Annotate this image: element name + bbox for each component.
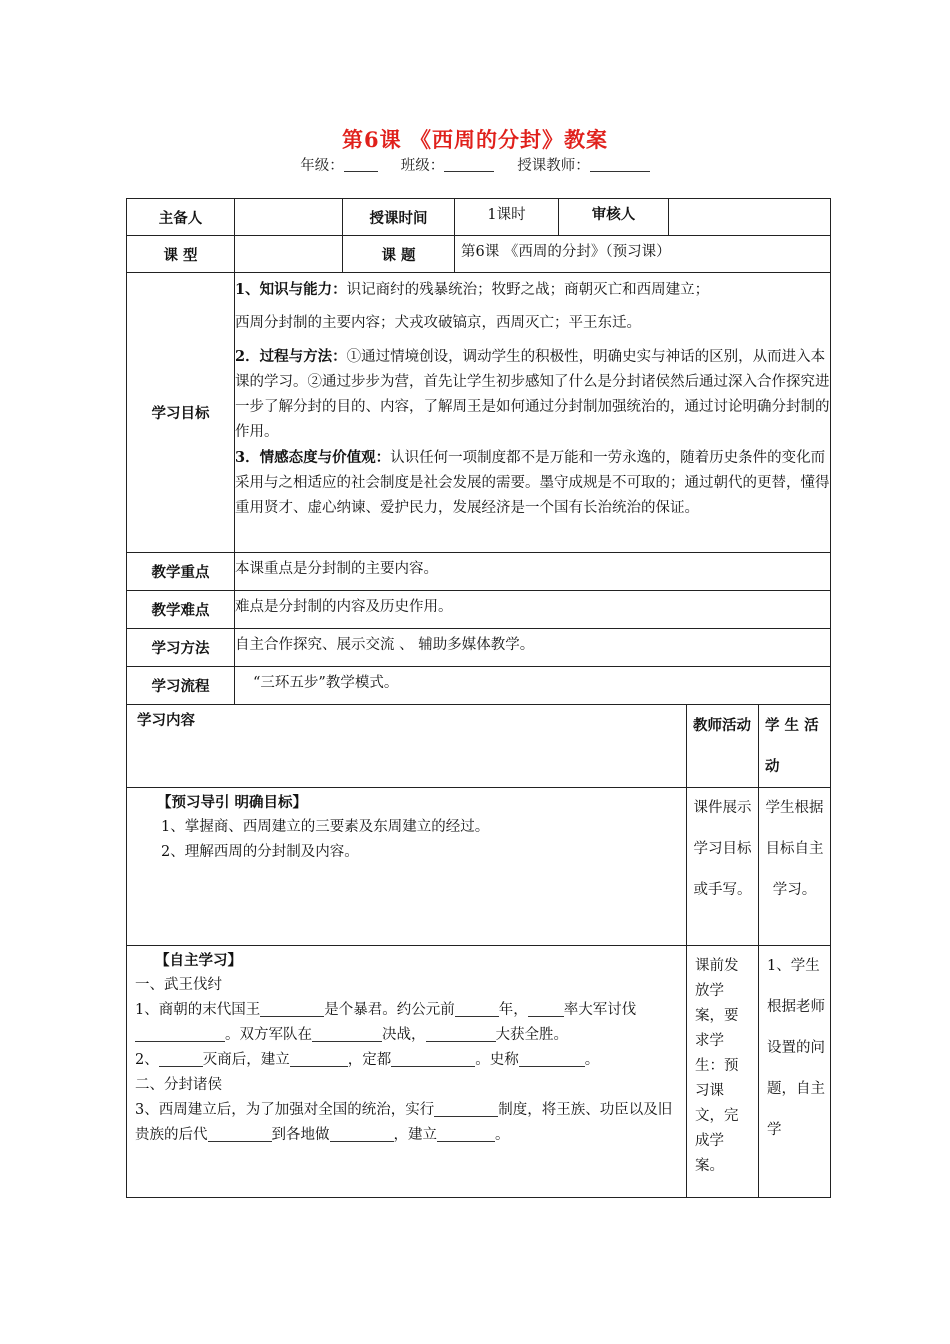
difficulty-row bbox=[127, 591, 831, 629]
q1-blank-winner[interactable] bbox=[426, 1025, 496, 1042]
objective-values: 3．情感态度与价值观：认识任何一项制度都不是万能和一劳永逸的，随着历史条件的变化而采用与之相适应的社会制度是社会发展的需要。墨守成规是不可取的；通过朝代的更替，懂得重用贤才、虚心纳谏、爱护民力，发展经济是一个国有长治统治的保证。 bbox=[235, 449, 830, 516]
document-title: 第6课 《西周的分封》教案 bbox=[342, 127, 608, 152]
content-label: 学习内容 bbox=[127, 705, 687, 788]
section-2-title: 二、分封诸侯 bbox=[135, 1077, 222, 1093]
section-1-title: 一、武王伐纣 bbox=[135, 977, 222, 993]
method-label: 学习方法 bbox=[127, 629, 235, 667]
document-subtitle bbox=[0, 154, 950, 175]
q3-blank-state[interactable] bbox=[437, 1125, 495, 1142]
self-study-content bbox=[127, 946, 687, 1198]
type-value[interactable] bbox=[235, 236, 343, 273]
student-activity-header: 学 生 活 动 bbox=[759, 705, 831, 788]
preview-teacher-activity: 课件展示学习目标或手写。 bbox=[687, 788, 759, 946]
difficulty-text: 难点是分封制的内容及历史作用。 bbox=[235, 591, 831, 629]
q1-blank-king[interactable] bbox=[260, 1000, 324, 1017]
class-label: 班级： bbox=[400, 158, 445, 174]
objective-knowledge: 1、知识与能力：识记商纣的残暴统治；牧野之战；商朝灭亡和西周建立； bbox=[235, 281, 710, 298]
preparer-value[interactable] bbox=[235, 199, 343, 236]
q2-blank-capital[interactable] bbox=[391, 1050, 475, 1067]
objectives-row bbox=[127, 273, 831, 553]
teacher-blank[interactable] bbox=[590, 157, 650, 172]
method-text: 自主合作探究、展示交流 、 辅助多媒体教学。 bbox=[235, 629, 831, 667]
question-1: 1、商朝的末代国王 是个暴君。约公元前 年， 率大军讨伐。双方军队在 决战， 大获全胜。 bbox=[135, 1002, 637, 1043]
question-3: 3、西周建立后，为了加强对全国的统治，实行 制度，将王族、功臣以及旧贵族的后代 到各地做 ，建立 。 bbox=[135, 1102, 673, 1143]
q1-blank-year[interactable] bbox=[455, 1000, 499, 1017]
objectives-label: 学习目标 bbox=[127, 273, 235, 553]
self-study-student-activity: 1、学生根据老师设置的问题，自主学 bbox=[759, 946, 831, 1198]
q1-blank-target[interactable] bbox=[135, 1025, 225, 1042]
process-row bbox=[127, 667, 831, 705]
class-blank[interactable] bbox=[444, 157, 494, 172]
method-row bbox=[127, 629, 831, 667]
key-point-label: 教学重点 bbox=[127, 553, 235, 591]
self-study-heading: 【自主学习】 bbox=[155, 952, 242, 969]
question-2: 2、 灭商后，建立 ，定都 。史称 。 bbox=[135, 1052, 600, 1068]
q2-blank-name[interactable] bbox=[519, 1050, 585, 1067]
preview-item-2: 2、理解西周的分封制及内容。 bbox=[161, 844, 359, 860]
preview-row bbox=[127, 788, 831, 946]
q3-blank-role[interactable] bbox=[330, 1125, 394, 1142]
lesson-plan-table bbox=[126, 198, 831, 1198]
reviewer-value[interactable] bbox=[669, 199, 831, 236]
q2-blank-dynasty[interactable] bbox=[290, 1050, 348, 1067]
preview-item-1: 1、掌握商、西周建立的三要素及东周建立的经过。 bbox=[161, 819, 490, 835]
objective-process: 2．过程与方法：①通过情境创设，调动学生的积极性，明确史实与神话的区别，从而进入本课的学习。②通过步步为营，首先让学生初步感知了什么是分封诸侯然后通过深入合作探究进一步了解分封的目的、内容，了解周王是如何通过分封制加强统治的，通过讨论明确分封制的作用。 bbox=[235, 348, 830, 440]
grade-label: 年级： bbox=[300, 158, 344, 174]
topic-value: 第6课 《西周的分封》（预习课） bbox=[455, 236, 831, 273]
content-header-row bbox=[127, 705, 831, 788]
time-label: 授课时间 bbox=[343, 199, 455, 236]
teacher-label: 授课教师： bbox=[517, 158, 590, 174]
q2-blank-person[interactable] bbox=[159, 1050, 203, 1067]
self-study-row bbox=[127, 946, 831, 1198]
topic-label: 课 题 bbox=[343, 236, 455, 273]
q3-blank-action[interactable] bbox=[208, 1125, 272, 1142]
difficulty-label: 教学难点 bbox=[127, 591, 235, 629]
q1-blank-leader[interactable] bbox=[528, 1000, 564, 1017]
time-value: 1课时 bbox=[455, 199, 559, 236]
objective-knowledge-cont: 西周分封制的主要内容；犬戎攻破镐京，西周灭亡；平王东迁。 bbox=[235, 315, 641, 331]
key-point-text: 本课重点是分封制的主要内容。 bbox=[235, 553, 831, 591]
header-row-1 bbox=[127, 199, 831, 236]
q3-blank-system[interactable] bbox=[434, 1100, 498, 1117]
preview-heading: 【预习导引 明确目标】 bbox=[157, 794, 308, 811]
q1-blank-place[interactable] bbox=[312, 1025, 382, 1042]
process-label: 学习流程 bbox=[127, 667, 235, 705]
preview-student-activity: 学生根据目标自主学习。 bbox=[759, 788, 831, 946]
self-study-teacher-activity: 课前发放学案，要求学生：预习课文，完成学案。 bbox=[687, 946, 759, 1198]
type-label: 课 型 bbox=[127, 236, 235, 273]
preview-content bbox=[127, 788, 687, 946]
key-point-row bbox=[127, 553, 831, 591]
reviewer-label: 审核人 bbox=[559, 199, 669, 236]
teacher-activity-header: 教师活动 bbox=[687, 705, 759, 788]
objectives-content bbox=[235, 273, 831, 553]
grade-blank[interactable] bbox=[344, 157, 378, 172]
header-row-2 bbox=[127, 236, 831, 273]
process-text: “三环五步”教学模式。 bbox=[235, 667, 831, 705]
preparer-label: 主备人 bbox=[127, 199, 235, 236]
